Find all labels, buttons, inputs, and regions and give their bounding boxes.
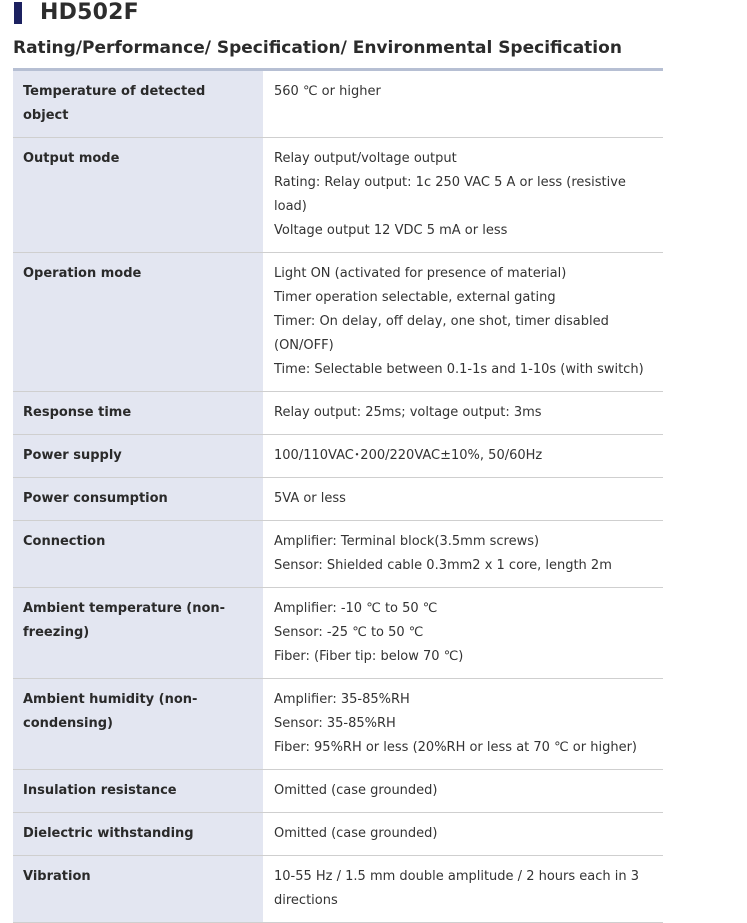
spec-value-line: 5VA or less: [274, 491, 346, 506]
spec-table: [13, 68, 663, 923]
product-heading: [14, 0, 139, 26]
spec-value-line: 560 ℃ or higher: [274, 84, 381, 99]
spec-row: [13, 478, 663, 521]
spec-value-line: Fiber: (Fiber tip: below 70 ℃): [274, 649, 464, 664]
spec-value: [263, 253, 663, 392]
spec-value: [263, 770, 663, 813]
spec-value-line: 100/110VAC･200/220VAC±10%, 50/60Hz: [274, 448, 543, 463]
spec-row: [13, 70, 663, 138]
spec-value-line: Relay output: 25ms; voltage output: 3ms: [274, 405, 542, 420]
spec-label: Ambient temperature (non-freezing): [13, 588, 263, 679]
spec-value: [263, 138, 663, 253]
spec-label: Insulation resistance: [13, 770, 263, 813]
spec-value-line: Timer operation selectable, external gating: [274, 290, 556, 305]
spec-label: Power supply: [13, 435, 263, 478]
spec-value: [263, 813, 663, 856]
spec-value-line: Amplifier: Terminal block(3.5mm screws): [274, 534, 540, 549]
product-name: HD502F: [40, 0, 139, 25]
spec-value-line: Sensor: -25 ℃ to 50 ℃: [274, 625, 424, 640]
spec-value-line: Rating: Relay output: 1c 250 VAC 5 A or less (resistive load): [274, 175, 626, 214]
spec-value-line: Relay output/voltage output: [274, 151, 457, 166]
spec-value-line: 10-55 Hz / 1.5 mm double amplitude / 2 hours each in 3 directions: [274, 869, 640, 908]
spec-value-line: Amplifier: 35-85%RH: [274, 692, 410, 707]
spec-value-line: Sensor: Shielded cable 0.3mm2 x 1 core, length 2m: [274, 558, 612, 573]
spec-label: Vibration: [13, 856, 263, 923]
spec-row: [13, 392, 663, 435]
spec-row: [13, 521, 663, 588]
spec-row: [13, 813, 663, 856]
spec-label: Power consumption: [13, 478, 263, 521]
spec-value-line: Fiber: 95%RH or less (20%RH or less at 70 ℃ or higher): [274, 740, 637, 755]
spec-row: [13, 138, 663, 253]
spec-label: Dielectric withstanding: [13, 813, 263, 856]
spec-row: [13, 856, 663, 923]
spec-row: [13, 679, 663, 770]
spec-value-line: Amplifier: -10 ℃ to 50 ℃: [274, 601, 438, 616]
spec-value: [263, 521, 663, 588]
spec-value-line: Omitted (case grounded): [274, 826, 438, 841]
spec-value: [263, 679, 663, 770]
spec-row: [13, 435, 663, 478]
spec-value-line: Light ON (activated for presence of material): [274, 266, 567, 281]
spec-row: [13, 770, 663, 813]
spec-label: Temperature of detected object: [13, 70, 263, 138]
spec-value-line: Omitted (case grounded): [274, 783, 438, 798]
spec-label: Ambient humidity (non-condensing): [13, 679, 263, 770]
spec-label: Response time: [13, 392, 263, 435]
spec-label: Operation mode: [13, 253, 263, 392]
spec-value-line: Voltage output 12 VDC 5 mA or less: [274, 223, 508, 238]
spec-value-line: Timer: On delay, off delay, one shot, timer disabled (ON/OFF): [274, 314, 609, 353]
spec-value: [263, 435, 663, 478]
spec-label: Output mode: [13, 138, 263, 253]
spec-value: [263, 478, 663, 521]
spec-value-line: Sensor: 35-85%RH: [274, 716, 396, 731]
spec-row: [13, 253, 663, 392]
spec-label: Connection: [13, 521, 263, 588]
spec-row: [13, 588, 663, 679]
heading-accent-bar: [14, 2, 22, 24]
spec-value: [263, 392, 663, 435]
spec-value-line: Time: Selectable between 0.1-1s and 1-10s (with switch): [274, 362, 644, 377]
spec-value: [263, 856, 663, 923]
spec-value: [263, 588, 663, 679]
spec-table-body: [13, 70, 663, 923]
section-title: Rating/Performance/ Specification/ Environmental Specification: [13, 38, 622, 58]
spec-value: [263, 70, 663, 138]
